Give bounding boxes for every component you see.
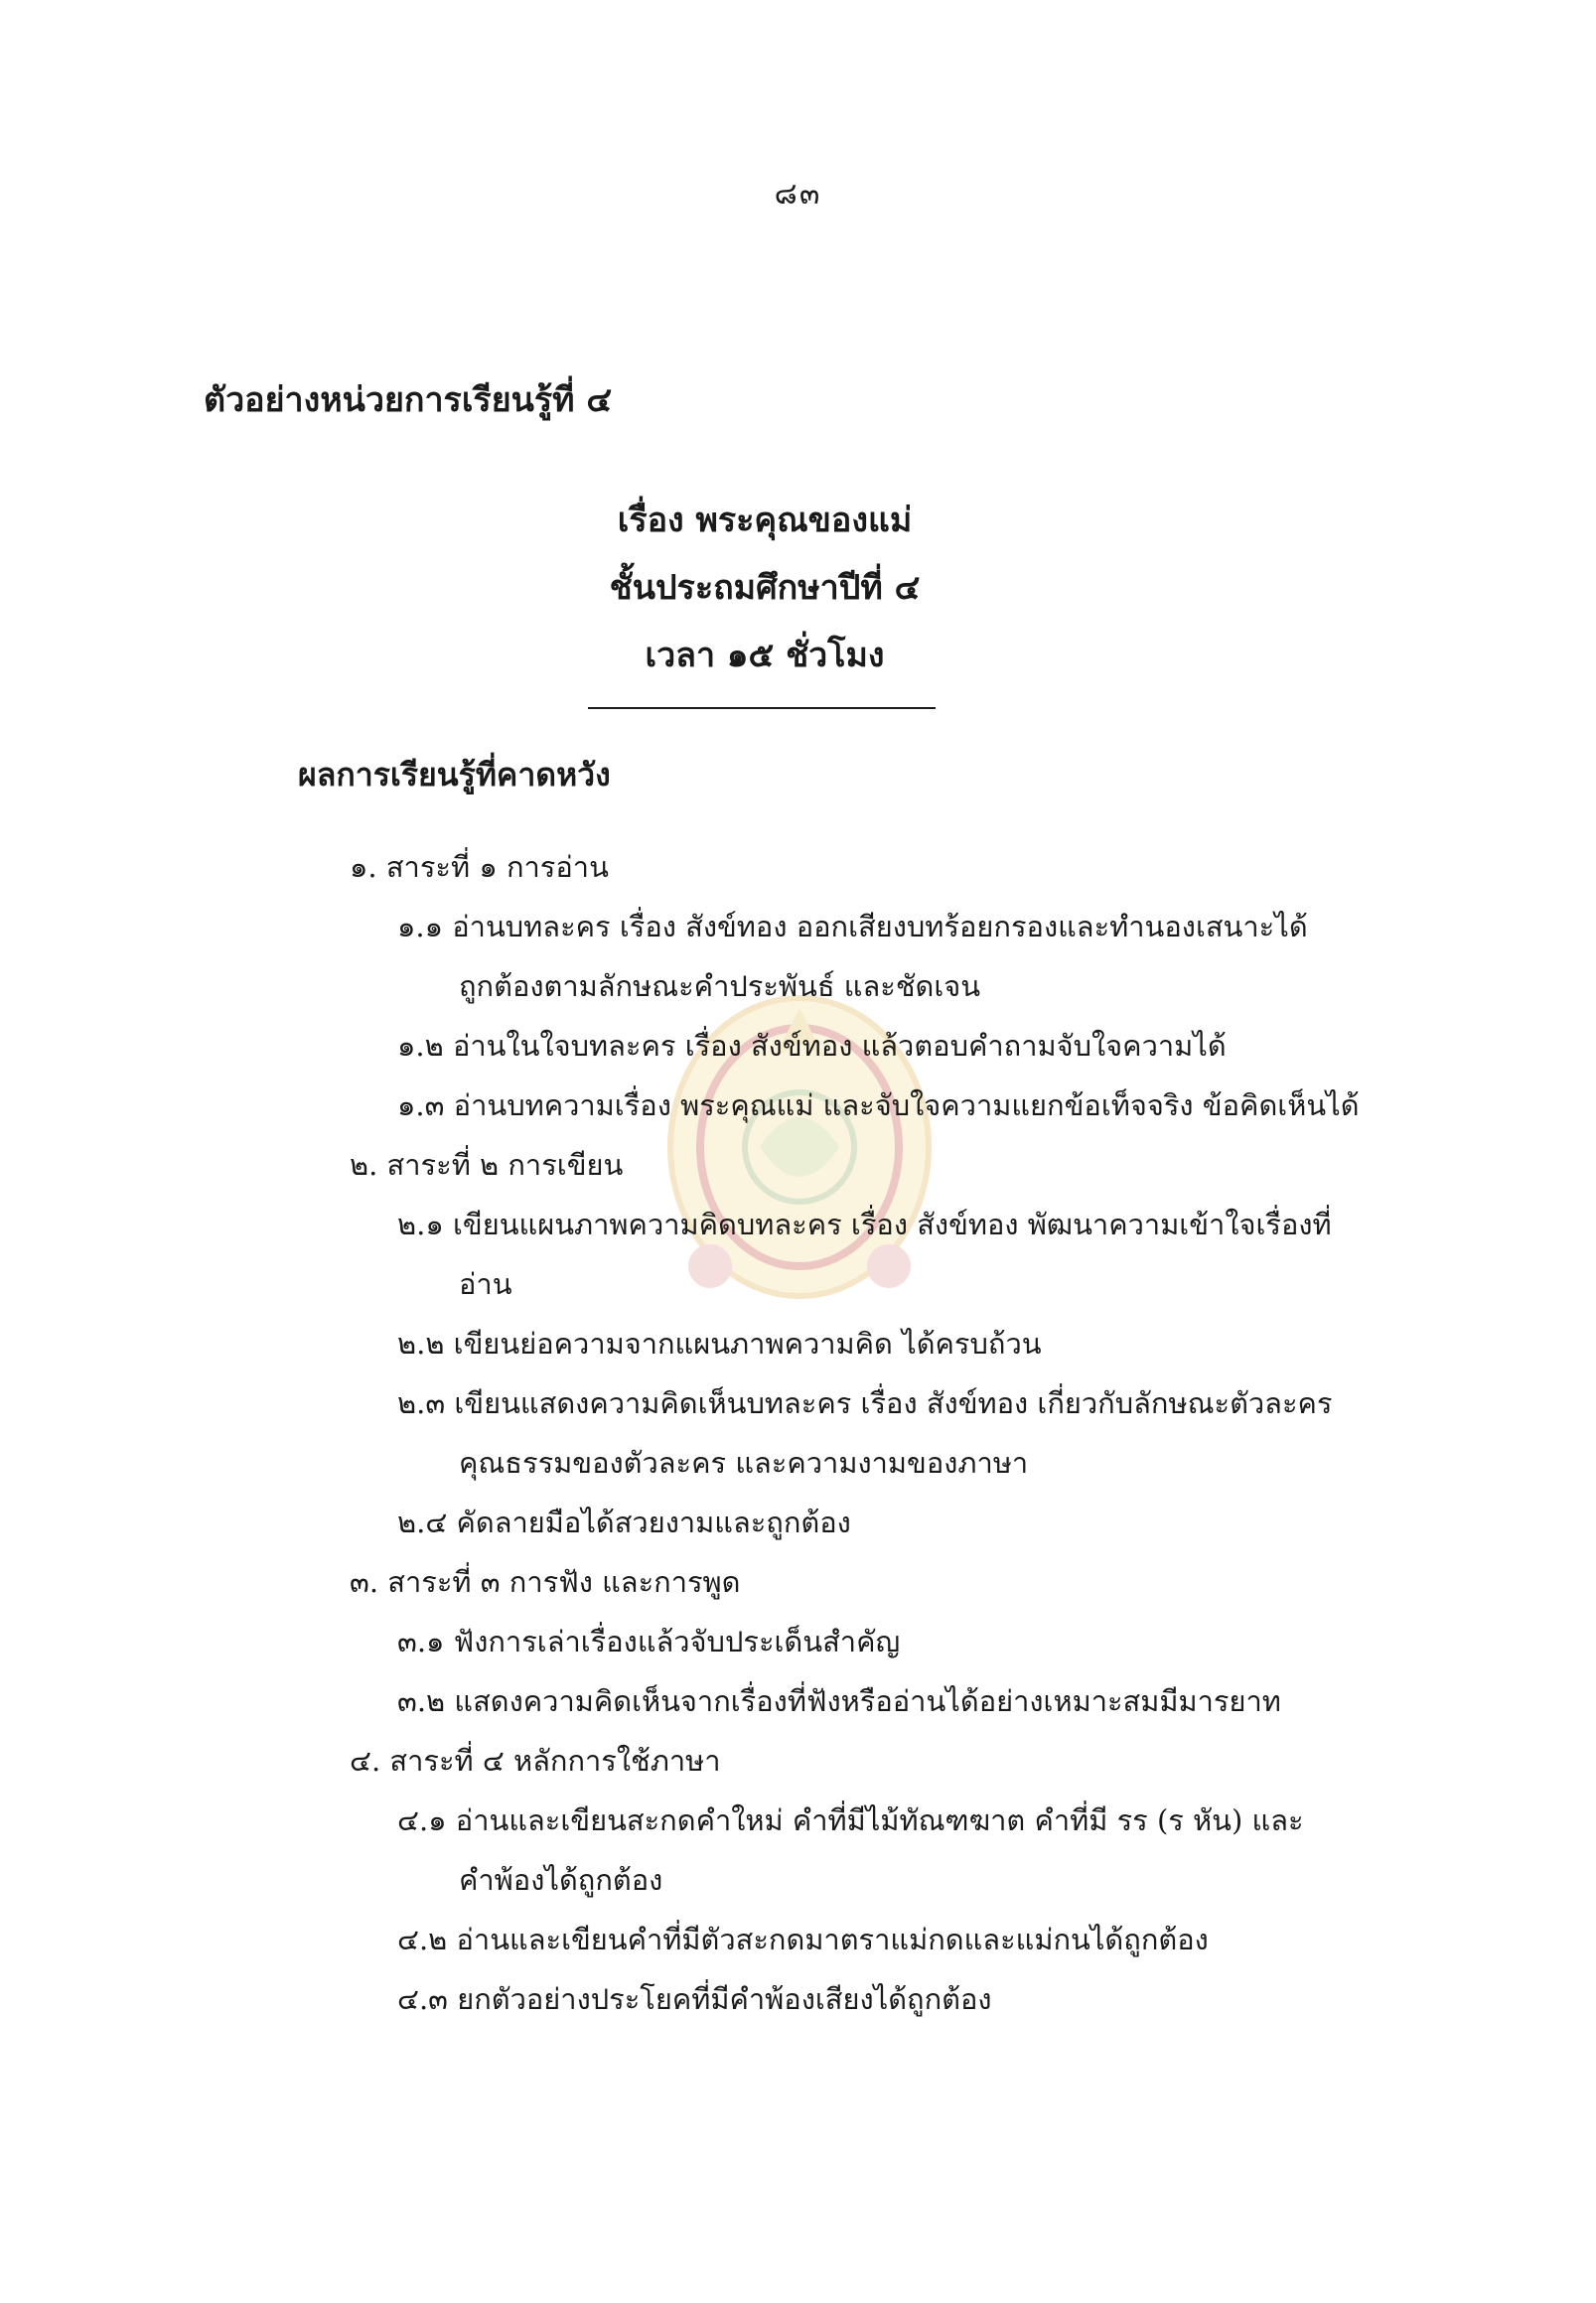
list-item <box>397 1195 1596 1314</box>
item-text: ๔.๒ อ่านและเขียนคำที่มีตัวสะกดมาตราแม่กดและแม่กนได้ถูกต้อง <box>397 1923 1209 1956</box>
item-text: ๔.๑ อ่านและเขียนสะกดคำใหม่ คำที่มีไม้ทัณฑฆาต คำที่มี รร (ร หัน) และ <box>397 1803 1304 1837</box>
list-item <box>397 1076 1596 1135</box>
item-text: ๒.๑ เขียนแผนภาพความคิดบทละคร เรื่อง สังข์ทอง พัฒนาความเข้าใจเรื่องที่ <box>397 1208 1332 1241</box>
item-text: ๑.๒ อ่านในใจบทละคร เรื่อง สังข์ทอง แล้วตอบคำถามจับใจความได้ <box>397 1029 1227 1063</box>
unit-header <box>0 487 1529 689</box>
outcomes-heading: ผลการเรียนรู้ที่คาดหวัง <box>298 756 611 793</box>
list-item <box>397 1373 1596 1493</box>
strand-heading: ๔. สาระที่ ๔ หลักการใช้ภาษา <box>350 1744 721 1778</box>
list-item <box>397 1016 1596 1076</box>
strand-heading: ๓. สาระที่ ๓ การฟัง และการพูด <box>350 1565 741 1599</box>
list-item <box>397 897 1596 1016</box>
item-text: ๒.๓ เขียนแสดงความคิดเห็นบทละคร เรื่อง สังข์ทอง เกี่ยวกับลักษณะตัวละคร <box>397 1386 1333 1420</box>
list-item <box>397 1314 1596 1373</box>
list-item <box>397 1969 1596 2029</box>
item-text: ๒.๔ คัดลายมือได้สวยงามและถูกต้อง <box>397 1506 851 1539</box>
item-text: ๑.๑ อ่านบทละคร เรื่อง สังข์ทอง ออกเสียงบทร้อยกรองและทำนองเสนาะได้ <box>397 910 1308 943</box>
topic-title: เรื่อง พระคุณของแม่ <box>617 501 913 540</box>
divider-line <box>588 707 936 709</box>
outcomes-list <box>0 837 1596 2029</box>
item-text: ๓.๒ แสดงความคิดเห็นจากเรื่องที่ฟังหรืออ่านได้อย่างเหมาะสมมีมารยาท <box>397 1684 1281 1718</box>
list-item <box>397 1612 1596 1671</box>
item-text-continued: ถูกต้องตามลักษณะคำประพันธ์ และชัดเจน <box>459 969 981 1003</box>
item-text: ๑.๓ อ่านบทความเรื่อง พระคุณแม่ และจับใจความแยกข้อเท็จจริง ข้อคิดเห็นได้ <box>397 1088 1360 1122</box>
list-item <box>397 1671 1596 1731</box>
list-item <box>397 1910 1596 1969</box>
unit-title: ตัวอย่างหน่วยการเรียนรู้ที่ ๔ <box>204 380 613 420</box>
strand-heading: ๑. สาระที่ ๑ การอ่าน <box>350 850 609 884</box>
duration: เวลา ๑๕ ชั่วโมง <box>645 636 885 675</box>
item-text-continued: คุณธรรมของตัวละคร และความงามของภาษา <box>459 1446 1029 1480</box>
item-text: ๔.๓ ยกตัวอย่างประโยคที่มีคำพ้องเสียงได้ถูกต้อง <box>397 1982 992 2016</box>
list-item <box>397 1791 1596 1910</box>
item-text-continued: อ่าน <box>459 1267 512 1301</box>
list-item <box>397 1493 1596 1552</box>
item-text-continued: คำพ้องได้ถูกต้อง <box>459 1863 663 1897</box>
item-text: ๒.๒ เขียนย่อความจากแผนภาพความคิด ได้ครบถ้วน <box>397 1327 1042 1361</box>
item-text: ๓.๑ ฟังการเล่าเรื่องแล้วจับประเด็นสำคัญ <box>397 1625 901 1658</box>
page-number: ๘๓ <box>774 177 822 212</box>
strand-heading: ๒. สาระที่ ๒ การเขียน <box>350 1148 624 1182</box>
grade-level: ชั้นประถมศึกษาปีที่ ๔ <box>609 568 921 608</box>
